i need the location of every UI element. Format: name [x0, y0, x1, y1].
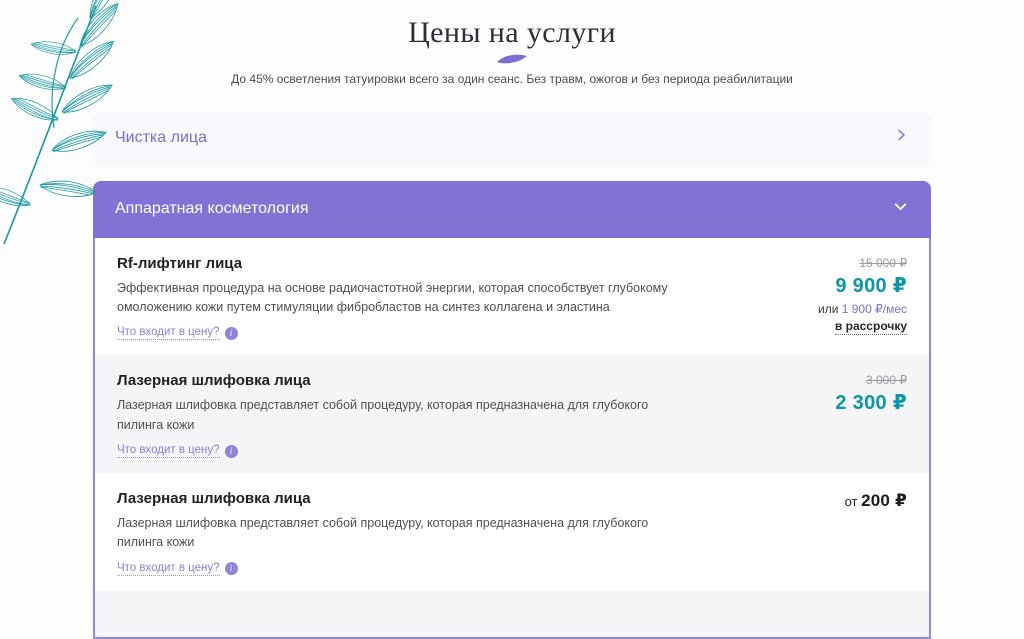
installment-price: 1 900 ₽/мес	[841, 301, 907, 316]
category-services	[93, 238, 931, 639]
old-price: 15 000 ₽	[859, 255, 907, 270]
page-title: Цены на услуги	[408, 16, 616, 49]
info-icon[interactable]: i	[225, 562, 238, 575]
service-price-block	[747, 372, 907, 458]
service-info	[117, 372, 682, 458]
whats-included-link[interactable]: Что входит в цену?	[117, 326, 220, 339]
whats-included-link[interactable]: Что входит в цену?	[117, 561, 220, 574]
price: 2 300 ₽	[835, 392, 907, 415]
info-icon[interactable]: i	[225, 327, 238, 340]
service-title: Лазерная шлифовка лица	[117, 372, 311, 390]
category-accordion-apparatnaya-kosmetologiya	[93, 181, 931, 639]
leaf-swoosh-ornament	[0, 53, 1024, 65]
chevron-right-icon[interactable]	[893, 127, 909, 148]
page-header	[0, 0, 1024, 86]
installment-note[interactable]: в рассрочку	[834, 318, 907, 333]
installment-prefix: или	[817, 301, 842, 316]
price-value: 200 ₽	[861, 491, 907, 510]
service-price-block	[747, 490, 907, 576]
service-details-line	[117, 326, 682, 340]
service-description: Эффективная процедура на основе радиочастотной энергии, которая способствует глубокому омоложению кожи путем стимуляции фибробластов на синтез коллагена и эластина	[117, 280, 668, 314]
chevron-down-icon[interactable]	[892, 198, 909, 220]
info-icon[interactable]: i	[225, 445, 238, 458]
category-card-chistka-lica[interactable]	[93, 112, 931, 164]
service-title: Лазерная шлифовка лица	[117, 490, 311, 507]
installment-line	[747, 302, 907, 316]
whats-included-link[interactable]: Что входит в цену?	[117, 444, 220, 456]
service-info	[117, 490, 682, 576]
service-row	[95, 238, 929, 356]
price: 9 900 ₽	[835, 274, 907, 297]
service-row-partial	[95, 591, 929, 637]
category-label: Чистка лица	[115, 128, 207, 146]
page-subtitle: До 45% осветления татуировки всего за один сеанс. Без травм, ожогов и без периода реабилитации	[231, 71, 793, 86]
price	[747, 491, 907, 511]
service-row	[95, 473, 929, 591]
service-info	[117, 255, 682, 341]
category-header[interactable]	[93, 181, 931, 238]
old-price: 3 000 ₽	[866, 373, 907, 388]
category-label: Аппаратная косметология	[115, 200, 309, 217]
service-details-line	[117, 562, 682, 576]
service-description: Лазерная шлифовка представляет собой процедуру, которая предназначена для глубокого пилинга кожи	[117, 398, 649, 432]
service-row	[95, 355, 929, 473]
service-price-block	[747, 255, 907, 341]
service-description: Лазерная шлифовка представляет собой процедуру, которая предназначена для глубокого пилинга кожи	[117, 516, 649, 550]
service-title: Rf-лифтинг лица	[117, 254, 243, 272]
price-prefix: от	[844, 494, 862, 509]
service-details-line	[117, 444, 682, 458]
price-list	[93, 112, 931, 639]
